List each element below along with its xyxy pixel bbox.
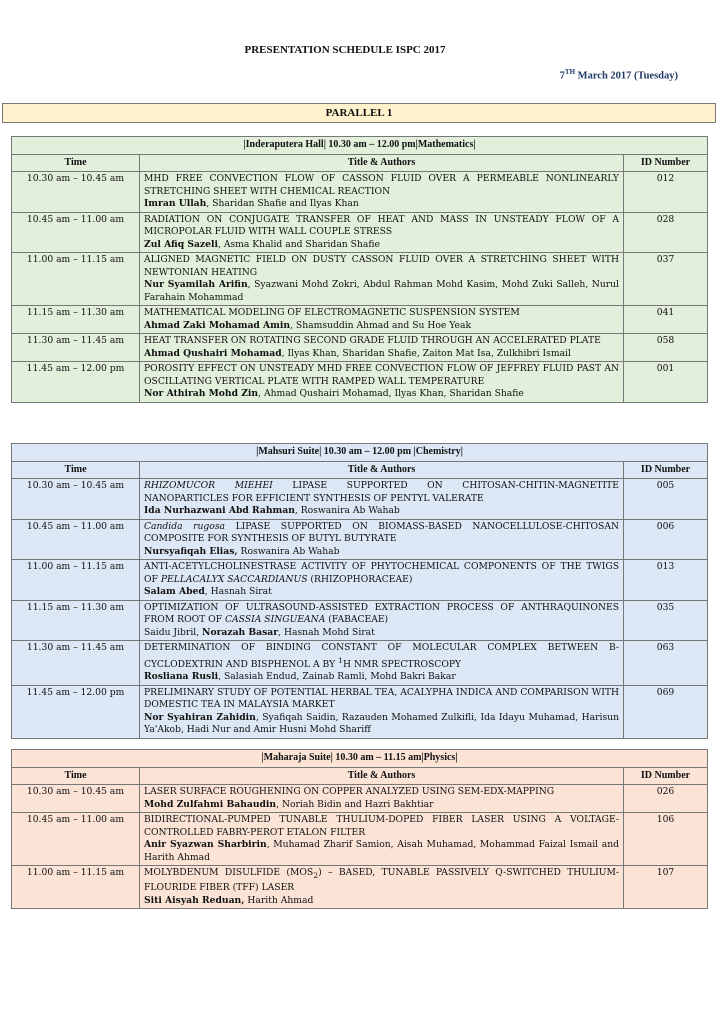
coauthors: , Shamsuddin Ahmad and Su Hoe Yeak [290,319,472,331]
coauthors: , Salasiah Endud, Zainab Ramli, Mohd Bakri Bakar [218,671,456,683]
paper-title [144,786,619,799]
slot-time: 10.45 am – 11.00 am [12,519,140,560]
paper-authors [144,627,619,640]
presenter: Nor Athirah Mohd Zin [144,388,259,399]
schedule-row [12,212,708,253]
paper-authors [144,586,619,599]
paper-id: 037 [624,253,708,306]
coauthors: , Syafiqah Saidin, Razauden Mohamed Zulkifli, Ida Idayu Muhamad, Harisun Ya'Akob, Hadi Nur and Amir Husni Mohd Shariff [144,711,619,736]
paper-cell [140,479,624,520]
column-title-header: Title & Authors [140,154,624,172]
paper-title-text: OPTIMIZATION OF ULTRASOUND-ASSISTED EXTRACTION PROCESS OF ANTHRAQUINONES FROM ROOT OF [144,601,619,625]
paper-authors [144,799,619,812]
schedule-row [12,334,708,362]
column-header-row [12,767,708,785]
paper-cell [140,560,624,601]
paper-title [144,480,619,505]
paper-title-tail: H NMR SPECTROSCOPY [342,658,462,670]
slot-time: 11.30 am – 11.45 am [12,641,140,686]
paper-authors [144,279,619,304]
paper-title [144,687,619,712]
paper-title-text: LIPASE SUPPORTED ON CHITOSAN-CHITIN-MAGNETITE NANOPARTICLES FOR EFFICIENT SYNTHESIS OF PENTYL VALERATE [144,480,619,504]
paper-title-text: HEAT TRANSFER ON ROTATING SECOND GRADE FLUID THROUGH AN ACCELERATED PLATE [144,335,601,346]
slot-time: 11.00 am – 11.15 am [12,866,140,909]
paper-authors [144,348,619,361]
presenter: Anir Syazwan Sharbirin [144,839,267,850]
presenter: Nur Syamilah Arifin [144,279,248,290]
presenter: Norazah Basar [202,626,279,638]
paper-title-text: MOLYBDENUM DISULFIDE (MOS [144,867,314,878]
schedule-row [12,253,708,306]
schedule-row [12,479,708,520]
column-time-header: Time [12,461,140,479]
paper-title-text: DETERMINATION OF BINDING CONSTANT OF MOLECULAR COMPLEX BETWEEN B-CYCLODEXTRIN AND BISPHENOL A BY [144,642,619,670]
column-title-header: Title & Authors [140,461,624,479]
paper-title [144,173,619,198]
paper-authors [144,712,619,737]
paper-cell [140,813,624,866]
paper-authors [144,198,619,211]
paper-authors [144,895,619,908]
presenter: Ahmad Qushairi Mohamad [144,347,282,359]
paper-title [144,363,619,388]
paper-authors [144,320,619,333]
paper-title-text: PRELIMINARY STUDY OF POTENTIAL HERBAL TEA, ACALYPHA INDICA AND COMPARISON WITH DOMESTIC TEA IN MALAYSIA MARKET [144,686,619,711]
paper-cell [140,172,624,213]
date-day: 7 [559,70,565,82]
coauthors: , Sharidan Shafie and Ilyas Khan [206,198,359,209]
paper-title [144,335,619,348]
paper-title-text: LIPASE SUPPORTED ON BIOMASS-BASED NANOCELLULOSE-CHITOSAN COMPOSITE FOR SYNTHESIS OF BUTYL BUTYRATE [144,520,620,544]
paper-title-italic: RHIZOMUCOR MIEHEI [144,480,273,491]
coauthors: , Muhamad Zharif Samion, Aisah Muhamad, Mohammad Faizal Ismail and Harith Ahmad [144,839,619,863]
paper-title-text: BIDIRECTIONAL-PUMPED TUNABLE THULIUM-DOPED FIBER LASER USING A VOLTAGE-CONTROLLED FABRY-PEROT ETALON FILTER [144,814,619,838]
paper-title-text: RADIATION ON CONJUGATE TRANSFER OF HEAT AND MASS IN UNSTEADY FLOW OF A MICROPOLAR FLUID WITH WALL COUPLE STRESS [144,213,619,237]
paper-title-text: ANTI-ACETYLCHOLINESTRASE ACTIVITY OF PHYTOCHEMICAL COMPONENTS OF THE TWIGS OF [144,561,619,585]
paper-cell [140,641,624,686]
schedule-row [12,641,708,686]
paper-cell [140,253,624,306]
schedule-row [12,519,708,560]
paper-title-tail: (FABACEAE) [325,614,389,625]
paper-id: 012 [624,172,708,213]
presenter: Nor Syahiran Zahidin [144,711,256,723]
schedule-row [12,560,708,601]
schedule-row [12,685,708,738]
schedule-row [12,362,708,403]
paper-id: 041 [624,306,708,334]
paper-authors [144,239,619,252]
schedule-row [12,785,708,813]
paper-title-text: MATHEMATICAL MODELING OF ELECTROMAGNETIC SUSPENSION SYSTEM [144,307,520,318]
column-id-header: ID Number [624,154,708,172]
paper-authors [144,671,619,684]
paper-title [144,867,619,895]
paper-authors [144,505,619,518]
session-header: |Maharaja Suite| 10.30 am – 11.15 am|Physics| [12,750,708,768]
column-header-row [12,154,708,172]
paper-id: 001 [624,362,708,403]
paper-id: 106 [624,813,708,866]
schedule-row [12,172,708,213]
schedule-row [12,306,708,334]
presenter: Siti Aisyah Reduan, [144,894,245,906]
paper-title-text: ALIGNED MAGNETIC FIELD ON DUSTY CASSON FLUID OVER A STRETCHING SHEET WITH NEWTONIAN HEATING [144,254,619,278]
paper-title-text: LASER SURFACE ROUGHENING ON COPPER ANALYZED USING SEM-EDX-MAPPING [144,786,555,797]
paper-title [144,214,619,239]
presenter: Salam Abed [144,586,205,597]
presenter: Rosliana Rusli [144,671,219,683]
column-time-header: Time [12,154,140,172]
date-suffix: TH [564,68,576,76]
paper-title-italic: CASSIA SINGUEANA [225,614,326,625]
column-id-header: ID Number [624,767,708,785]
paper-title-italic: PELLACALYX SACCARDIANUS [160,573,308,585]
paper-authors [144,546,619,559]
schedule-row [12,866,708,909]
paper-title-tail: ) – BASED, TUNABLE PASSIVELY Q-SWITCHED THULIUM-FLOURIDE FIBER (TFF) LASER [144,867,619,894]
paper-id: 005 [624,479,708,520]
slot-time: 11.45 am – 12.00 pm [12,685,140,738]
paper-title-text: POROSITY EFFECT ON UNSTEADY MHD FREE CONVECTION FLOW OF JEFFREY FLUID PAST AN OSCILLATING VERTICAL PLATE WITH RAMPED WALL TEMPERATURE [144,363,619,387]
presenter: Ahmad Zaki Mohamad Amin [144,319,291,331]
slot-time: 11.45 am – 12.00 pm [12,362,140,403]
paper-cell [140,334,624,362]
date-rest: March 2017 (Tuesday) [575,70,678,82]
paper-title [144,521,619,546]
coauthors: , Ahmad Qushairi Mohamad, Ilyas Khan, Sharidan Shafie [258,388,524,399]
paper-title [144,254,619,279]
coauthors: Harith Ahmad [244,894,314,906]
presenter: Zul Afiq Sazeli [144,238,218,250]
paper-title [144,561,619,586]
slot-time: 10.45 am – 11.00 am [12,212,140,253]
paper-id: 069 [624,685,708,738]
presenter: Ida Nurhazwani Abd Rahman [144,505,295,516]
paper-authors [144,839,619,864]
paper-cell [140,362,624,403]
presenter: Imran Ullah [144,198,207,209]
paper-title [144,814,619,839]
paper-id: 035 [624,600,708,641]
session-table [11,136,708,403]
column-title-header: Title & Authors [140,767,624,785]
schedule-row [12,600,708,641]
column-time-header: Time [12,767,140,785]
paper-authors [144,388,619,401]
column-id-header: ID Number [624,461,708,479]
coauthors: , Syazwani Mohd Zokri, Abdul Rahman Mohd Kasim, Mohd Zuki Salleh, Nurul Farahain Mohammad [144,279,619,303]
slot-time: 11.15 am – 11.30 am [12,306,140,334]
paper-title-italic: Candida rugosa [144,520,226,532]
paper-title [144,307,619,320]
coauthors: , Hasnah Sirat [204,586,272,597]
session-table [11,443,708,739]
session-table [11,749,708,909]
paper-cell [140,785,624,813]
coauthors: , Roswanira Ab Wahab [294,505,400,516]
paper-id: 026 [624,785,708,813]
slot-time: 11.00 am – 11.15 am [12,560,140,601]
session-header-row [12,750,708,768]
schedule-row [12,813,708,866]
coauthors: , Ilyas Khan, Sharidan Shafie, Zaiton Mat Isa, Zulkhibri Ismail [281,347,571,359]
paper-id: 013 [624,560,708,601]
session-header: |Mahsuri Suite| 10.30 am – 12.00 pm |Chemistry| [12,444,708,462]
slot-time: 11.15 am – 11.30 am [12,600,140,641]
paper-cell [140,600,624,641]
paper-id: 063 [624,641,708,686]
paper-title-text: MHD FREE CONVECTION FLOW OF CASSON FLUID OVER A PERMEABLE NONLINEARLY STRETCHING SHEET WITH CHEMICAL REACTION [144,173,619,197]
coauthors: , Hasnah Mohd Sirat [278,626,375,638]
paper-cell [140,519,624,560]
slot-time: 10.30 am – 10.45 am [12,479,140,520]
session-header: |Inderaputera Hall| 10.30 am – 12.00 pm|Mathematics| [12,137,708,155]
paper-title [144,602,619,627]
paper-cell [140,866,624,909]
column-header-row [12,461,708,479]
paper-title-tail: (RHIZOPHORACEAE) [307,573,413,585]
page-title: PRESENTATION SCHEDULE ISPC 2017 [244,44,446,56]
paper-cell [140,685,624,738]
slot-time: 11.00 am – 11.15 am [12,253,140,306]
paper-title-sup: 1 [338,655,343,665]
slot-time: 11.30 am – 11.45 am [12,334,140,362]
paper-cell [140,306,624,334]
paper-id: 107 [624,866,708,909]
coauthors: Saidu Jibril, [144,626,203,638]
schedule-date [560,68,678,82]
paper-cell [140,212,624,253]
coauthors: , Noriah Bidin and Hazri Bakhtiar [276,798,434,810]
paper-id: 028 [624,212,708,253]
slot-time: 10.30 am – 10.45 am [12,172,140,213]
coauthors: Roswanira Ab Wahab [237,545,340,557]
paper-id: 058 [624,334,708,362]
presenter: Mohd Zulfahmi Bahaudin [144,798,277,810]
session-header-row [12,137,708,155]
paper-title-sub: 2 [313,870,319,880]
coauthors: , Asma Khalid and Sharidan Shafie [217,238,380,250]
presenter: Nursyafiqah Elias, [144,545,238,557]
session-header-row [12,444,708,462]
parallel-heading: PARALLEL 1 [2,103,716,123]
paper-id: 006 [624,519,708,560]
paper-title [144,642,619,671]
slot-time: 10.45 am – 11.00 am [12,813,140,866]
slot-time: 10.30 am – 10.45 am [12,785,140,813]
